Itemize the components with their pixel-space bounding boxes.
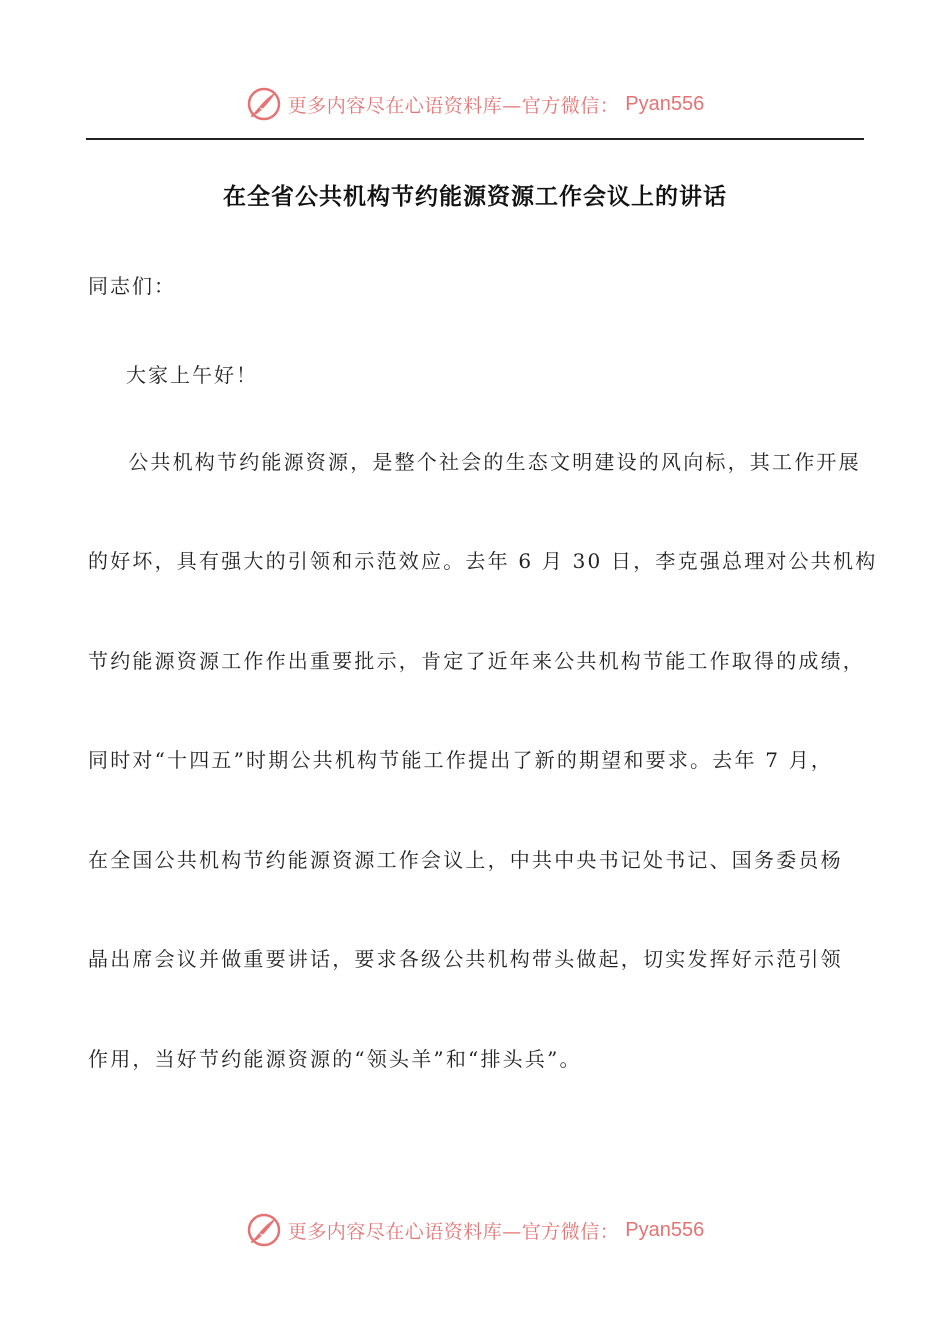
- paragraph-line: 在全国公共机构节约能源资源工作会议上，中共中央书记处书记、国务委员杨: [88, 848, 843, 872]
- greeting: 大家上午好！: [126, 363, 258, 387]
- paragraph-line: 公共机构节约能源资源，是整个社会的生态文明建设的风向标，其工作开展: [106, 450, 861, 474]
- quill-pen-logo-icon: [246, 1212, 282, 1248]
- paragraph-line: 的好坏，具有强大的引领和示范效应。去年 6 月 30 日，李克强总理对公共机构: [88, 549, 878, 573]
- paragraph-line: 节约能源资源工作作出重要批示，肯定了近年来公共机构节能工作取得的成绩，: [88, 649, 865, 673]
- footer-banner: [0, 1210, 950, 1250]
- quill-pen-logo-icon: [246, 86, 282, 122]
- header-banner: [0, 84, 950, 124]
- paragraph-line: 晶出席会议并做重要讲话，要求各级公共机构带头做起，切实发挥好示范引领: [88, 947, 843, 971]
- banner-wechat-handle: Pyan556: [625, 92, 705, 115]
- document-title: 在全省公共机构节约能源资源工作会议上的讲话: [223, 184, 727, 210]
- header-divider: [86, 138, 864, 140]
- paragraph-line: 同时对“十四五”时期公共机构节能工作提出了新的期望和要求。去年 7 月，: [88, 748, 834, 772]
- paragraph-line: 作用，当好节约能源资源的“领头羊”和“排头兵”。: [88, 1047, 582, 1071]
- banner-wechat-handle: Pyan556: [625, 1218, 705, 1241]
- salutation: 同志们：: [88, 274, 176, 298]
- banner-text: 更多内容尽在心语资料库—官方微信：: [287, 94, 620, 117]
- banner-text: 更多内容尽在心语资料库—官方微信：: [287, 1220, 620, 1243]
